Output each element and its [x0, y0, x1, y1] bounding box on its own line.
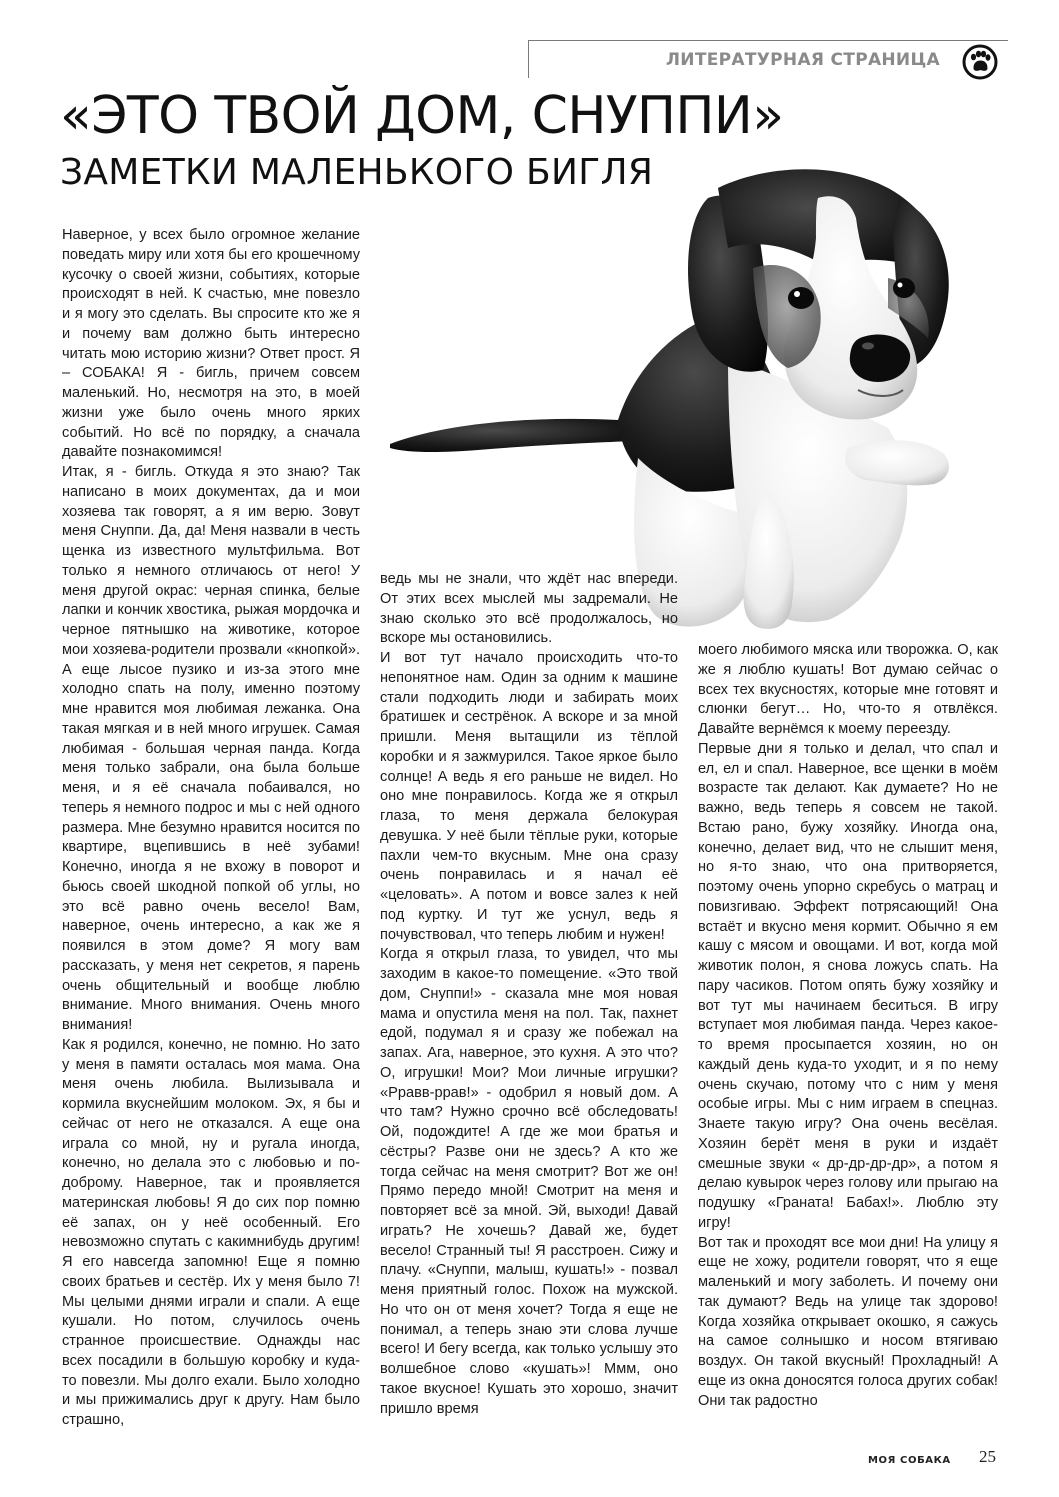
paragraph: И вот тут начало происходить что-то непонятное нам. Один за одним к машине стали подходить люди и забирать моих братишек и сестрёнок. А вскоре и за мной пришли. Меня вытащили из тёплой коробки и я зажмурился. Такое яркое было солнце! А ведь я его раньше не видел. Но оно мне понравилось. Когда же я открыл глаза, то меня держала белокурая девушка. У неё были тёплые руки, которые пахли чем-то вкусным. Мне она сразу очень понравилась и я начал её «целовать». А потом и вовсе залез к ней под куртку. И тут же уснул, ведь я почувствовал, что теперь любим и нужен! — [380, 650, 678, 943]
magazine-name: МОЯ СОБАКА — [868, 1455, 951, 1466]
article-title: «ЭТО ТВОЙ ДОМ, СНУППИ» — [60, 86, 784, 146]
beagle-puppy-photo — [388, 158, 1008, 638]
paw-icon — [962, 44, 998, 80]
section-label: ЛИТЕРАТУРНАЯ СТРАНИЦА — [665, 50, 940, 70]
section-header — [528, 40, 1008, 78]
article-column-3 — [698, 641, 998, 1411]
article-subtitle: ЗАМЕТКИ МАЛЕНЬКОГО БИГЛЯ — [60, 152, 654, 193]
paragraph: Вот так и проходят все мои дни! На улицу я еще не хожу, родители говорят, что я еще маленький и могу заболеть. И почему они так думают? Ведь на улице так здорово! Когда хозяйка открывает окошко, я сажусь на самое солнышко и носом втягиваю воздух. Он такой вкусный! Прохладный! А еще из окна доносятся голоса других собак! Они так радостно — [698, 1234, 998, 1409]
paragraph: Первые дни я только и делал, что спал и ел, ел и спал. Наверное, все щенки в моём возрасте так делают. Как думаете? Но не важно, ведь теперь я совсем не такой. Встаю рано, бужу хозяйку. Иногда она, конечно, делает вид, что не слышит меня, но я-то знаю, что она притворяется, поэтому очень упорно скребусь о матрац и повизгиваю. Эффект потрясающий! Она встаёт и вкусно меня кормит. Обычно я ем кашу с мясом и овощами. И вот, когда мой животик полон, я снова ложусь спать. На пару часиков. Потом опять бужу хозяйку и вот тут мы начинаем беситься. В игру вступает моя любимая панда. Через какое-то время просыпается хозяин, но он каждый день куда-то уходит, и я по нему очень скучаю, потому что с ним у меня особые игры. Мы с ним играем в спецназ. Знаете такую игру? Она очень весёлая. Хозяин берёт меня в руки и издаёт смешные звуки « др-др-др-др», а потом я делаю кувырок через голову или прыгаю на подушку «Граната! Бабах!». Люблю эту игру! — [698, 740, 998, 1231]
page-number: 25 — [979, 1447, 996, 1466]
paragraph: Когда я открыл глаза, то увидел, что мы заходим в какое-то помещение. «Это твой дом, Снуппи!» - сказала мне моя новая мама и опустила меня на пол. Так, пахнет едой, подумал я и сразу же побежал на запах. Ага, наверное, это кухня. А это что? О, игрушки! Мои? Мои личные игрушки? «Рравв-ррав!» - одобрил я новый дом. А что там? Нужно срочно всё обследовать! Ой, подождите! А где же мои братья и сёстры? Разве они не здесь? А кто же тогда сейчас на меня смотрит? Вот же он! Прямо передо мной! Смотрит на меня и повторяет всё за мной. Эй, выходи! Давай играть? Не хочешь? Давай же, будет весело! Странный ты! Я расстроен. Сижу и плачу. «Снуппи, малыш, кушать!» - позвал меня приятный голос. Похож на мужской. Но что он от меня хочет? Тогда я еще не понимал, а теперь знаю эти слова лучше всего! И бегу всегда, как только услышу это волшебное слово «кушать»! Ммм, оно такое вкусное! Кушать это хорошо, значит пришло время — [380, 946, 678, 1417]
paragraph: Как я родился, конечно, не помню. Но зато у меня в памяти осталась моя мама. Она меня очень любила. Вылизывала и кормила вкуснейшим молоком. Эх, я бы и сейчас от него не отказался. А еще она играла со мной, ну и ругала иногда, конечно, но делала это с любовью и по-доброму. Наверное, так и проявляется материнская любовь! Я до сих пор помню её запах, он у неё особенный. Его невозможно спутать с какимнибудь другим! Я его навсегда запомню! Еще я помню своих братьев и сестёр. Их у меня было 7! Мы целыми днями играли и спали. А еще кушали. Но потом, случилось очень странное происшествие. Однажды нас всех посадили в большую коробку и куда-то повезли. Мы долго ехали. Было холодно и мы прижимались друг к другу. Нам было страшно, — [62, 1036, 360, 1428]
article-column-1 — [62, 226, 360, 1431]
paragraph: ведь мы не знали, что ждёт нас впереди. От этих всех мыслей мы задремали. Не знаю сколько это всё продолжалось, но вскоре мы остановились. — [380, 571, 678, 647]
paragraph: моего любимого мяска или творожка. О, как же я люблю кушать! Вот думаю сейчас о всех тех вкусностях, которые мне готовят и слюнки бегут… Но, что-то я отвлёкся. Давайте вернёмся к моему переезду. — [698, 642, 998, 737]
article-column-2 — [380, 570, 678, 1419]
paragraph: Наверное, у всех было огромное желание поведать миру или хотя бы его крошечному кусочку о своей жизни, событиях, которые происходят в ней. К счастью, мне повезло и я могу это сделать. Вы спросите кто же я и почему вам должно быть интересно читать мою историю жизни? Ответ прост. Я – СОБАКА! Я - бигль, причем совсем маленький. Но, несмотря на это, в моей жизни уже было очень много ярких событий. Но всё по порядку, а сначала давайте познакомимся! — [62, 227, 360, 461]
paragraph: Итак, я - бигль. Откуда я это знаю? Так написано в моих документах, да и мои хозяева так говорят, а я им верю. Зовут меня Снуппи. Да, да! Меня назвали в честь щенка из известного мультфильма. Вот только я немного отличаюсь от него! У меня другой окрас: черная спинка, белые лапки и кончик хвостика, рыжая мордочка и черное пятнышко на животике, которое мои хозяева-родители прозвали «кнопкой». А еще лысое пузико и из-за этого мне холодно спать на полу, именно поэтому мне нравится моя любимая лежанка. Она такая мягкая и в ней много игрушек. Самая любимая - большая черная панда. Когда меня только забрали, она была больше меня, и я её сначала побаивался, но теперь я немного подрос и мы с ней одного размера. Мне безумно нравится носится по квартире, вцепившись в неё зубами! Конечно, иногда я не вхожу в поворот и бьюсь своей шкодной попкой об углы, но это всё равно очень весело! Вам, наверное, очень интересно, а как же я появился в этом доме? Я могу вам рассказать, у меня нет секретов, я парень очень общительный и вообще люблю внимание. Много внимания. Очень много внимания! — [62, 464, 360, 1033]
